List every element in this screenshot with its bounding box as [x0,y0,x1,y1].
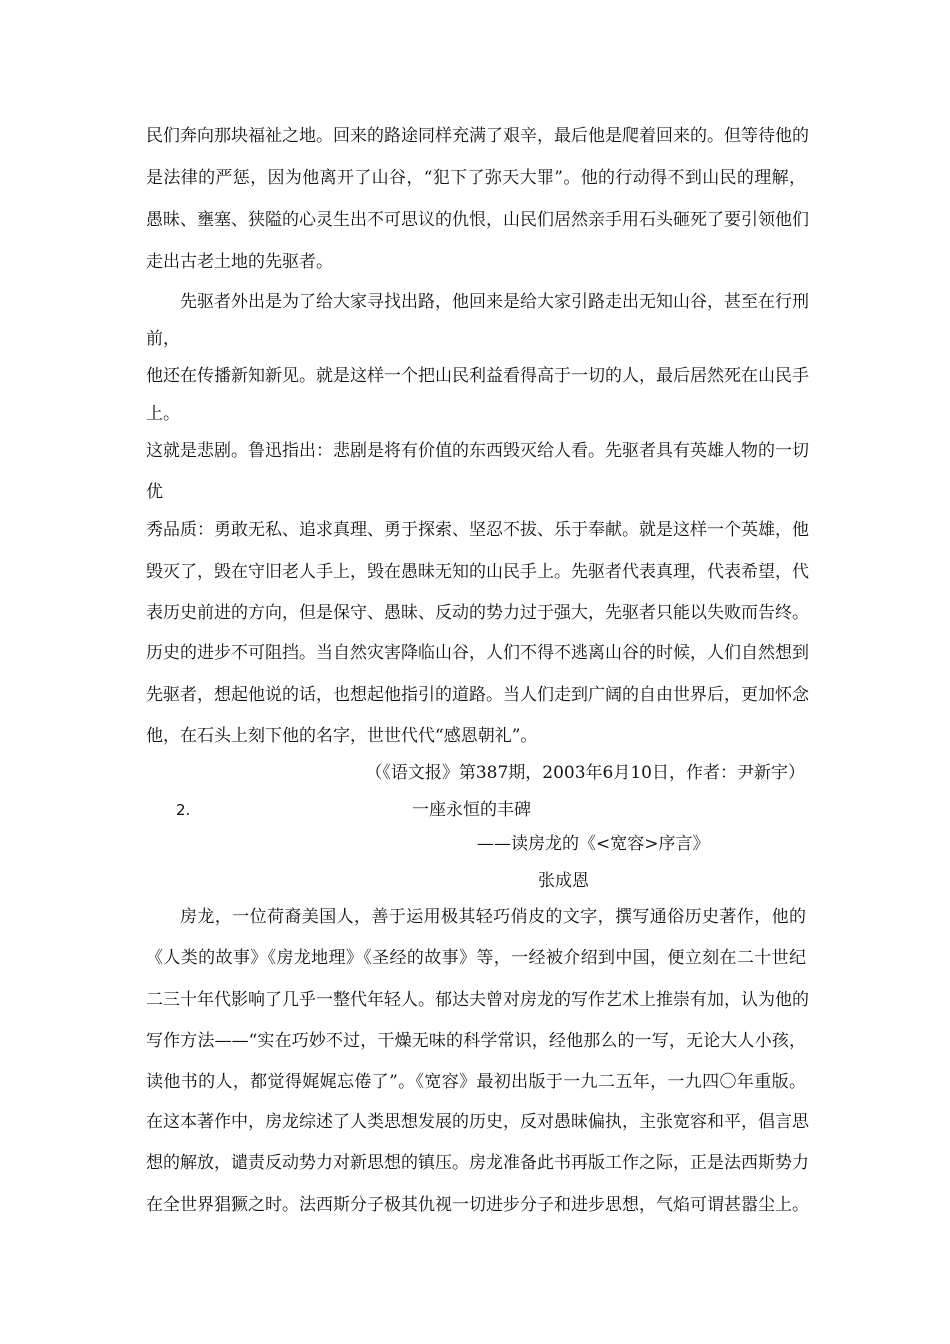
paragraph-line: 表历史前进的方向，但是保守、愚昧、反动的势力过于强大，先驱者只能以失败而告终。 [146,603,809,623]
paragraph-line: 在这本著作中，房龙综述了人类思想发展的历史，反对愚昧偏执，主张宽容和平，倡言思 [146,1112,809,1132]
paragraph-line: 走出古老土地的先驱者。 [146,252,333,272]
section-author: 张成恩 [538,871,589,891]
paragraph-line: 房龙，一位荷裔美国人，善于运用极其轻巧俏皮的文字，撰写通俗历史著作，他的 [180,907,806,927]
paragraph-line: 先驱者，想起他说的话，也想起他指引的道路。当人们走到广阔的自由世界后，更加怀念 [146,685,809,705]
paragraph-line: 毁灭了，毁在守旧老人手上，毁在愚昧无知的山民手上。先驱者代表真理，代表希望，代 [146,562,809,582]
section-subtitle: ——读房龙的《<宽容>序言》 [477,834,710,854]
paragraph-line: 读他书的人，都觉得娓娓忘倦了”。《宽容》最初出版于一九二五年，一九四〇年重版。 [146,1072,806,1092]
paragraph-line: 先驱者外出是为了给大家寻找出路，他回来是给大家引路走出无知山谷，甚至在行刑 [180,292,809,312]
paragraph-line: 想的解放，谴责反动势力对新思想的镇压。房龙准备此书再版工作之际，正是法西斯势力 [146,1153,809,1173]
citation: （《语文报》第387期，2003年6月10日，作者：尹新宇） [365,763,805,783]
paragraph-line: 《人类的故事》《房龙地理》《圣经的故事》等，一经被介绍到中国，便立刻在二十世纪 [146,948,806,968]
paragraph-line: 历史的进步不可阻挡。当自然灾害降临山谷，人们不得不逃离山谷的时候，人们自然想到 [146,643,809,663]
paragraph-line: 前， [146,329,180,349]
paragraph-line: 这就是悲剧。鲁迅指出：悲剧是将有价值的东西毁灭给人看。先驱者具有英雄人物的一切 [146,441,809,461]
paragraph-line: 在全世界猖獗之时。法西斯分子极其仇视一切进步分子和进步思想，气焰可谓甚嚣尘上。 [146,1195,809,1215]
paragraph-line: 愚昧、壅塞、狭隘的心灵生出不可思议的仇恨，山民们居然亲手用石头砸死了要引领他们 [146,210,809,230]
paragraph-line: 是法律的严惩，因为他离开了山谷，“犯下了弥天大罪”。他的行动得不到山民的理解， [146,168,806,188]
paragraph-line: 写作方法——“实在巧妙不过，干燥无味的科学常识，经他那么的一写，无论大人小孩， [146,1031,806,1051]
paragraph-line: 上。 [146,404,180,424]
section-number: 2. [176,801,191,819]
paragraph-line: 他，在石头上刻下他的名字，世世代代“感恩朝礼”。 [146,726,538,746]
paragraph-line: 优 [146,482,163,502]
paragraph-line: 二三十年代影响了几乎一整代年轻人。郁达夫曾对房龙的写作艺术上推崇有加，认为他的 [146,990,809,1010]
paragraph-line: 民们奔向那块福祉之地。回来的路途同样充满了艰辛，最后他是爬着回来的。但等待他的 [146,126,809,146]
section-title: 一座永恒的丰碑 [412,800,531,820]
paragraph-line: 秀品质：勇敢无私、追求真理、勇于探索、坚忍不拔、乐于奉献。就是这样一个英雄，他 [146,520,809,540]
paragraph-line: 他还在传播新知新见。就是这样一个把山民利益看得高于一切的人，最后居然死在山民手 [146,366,809,386]
